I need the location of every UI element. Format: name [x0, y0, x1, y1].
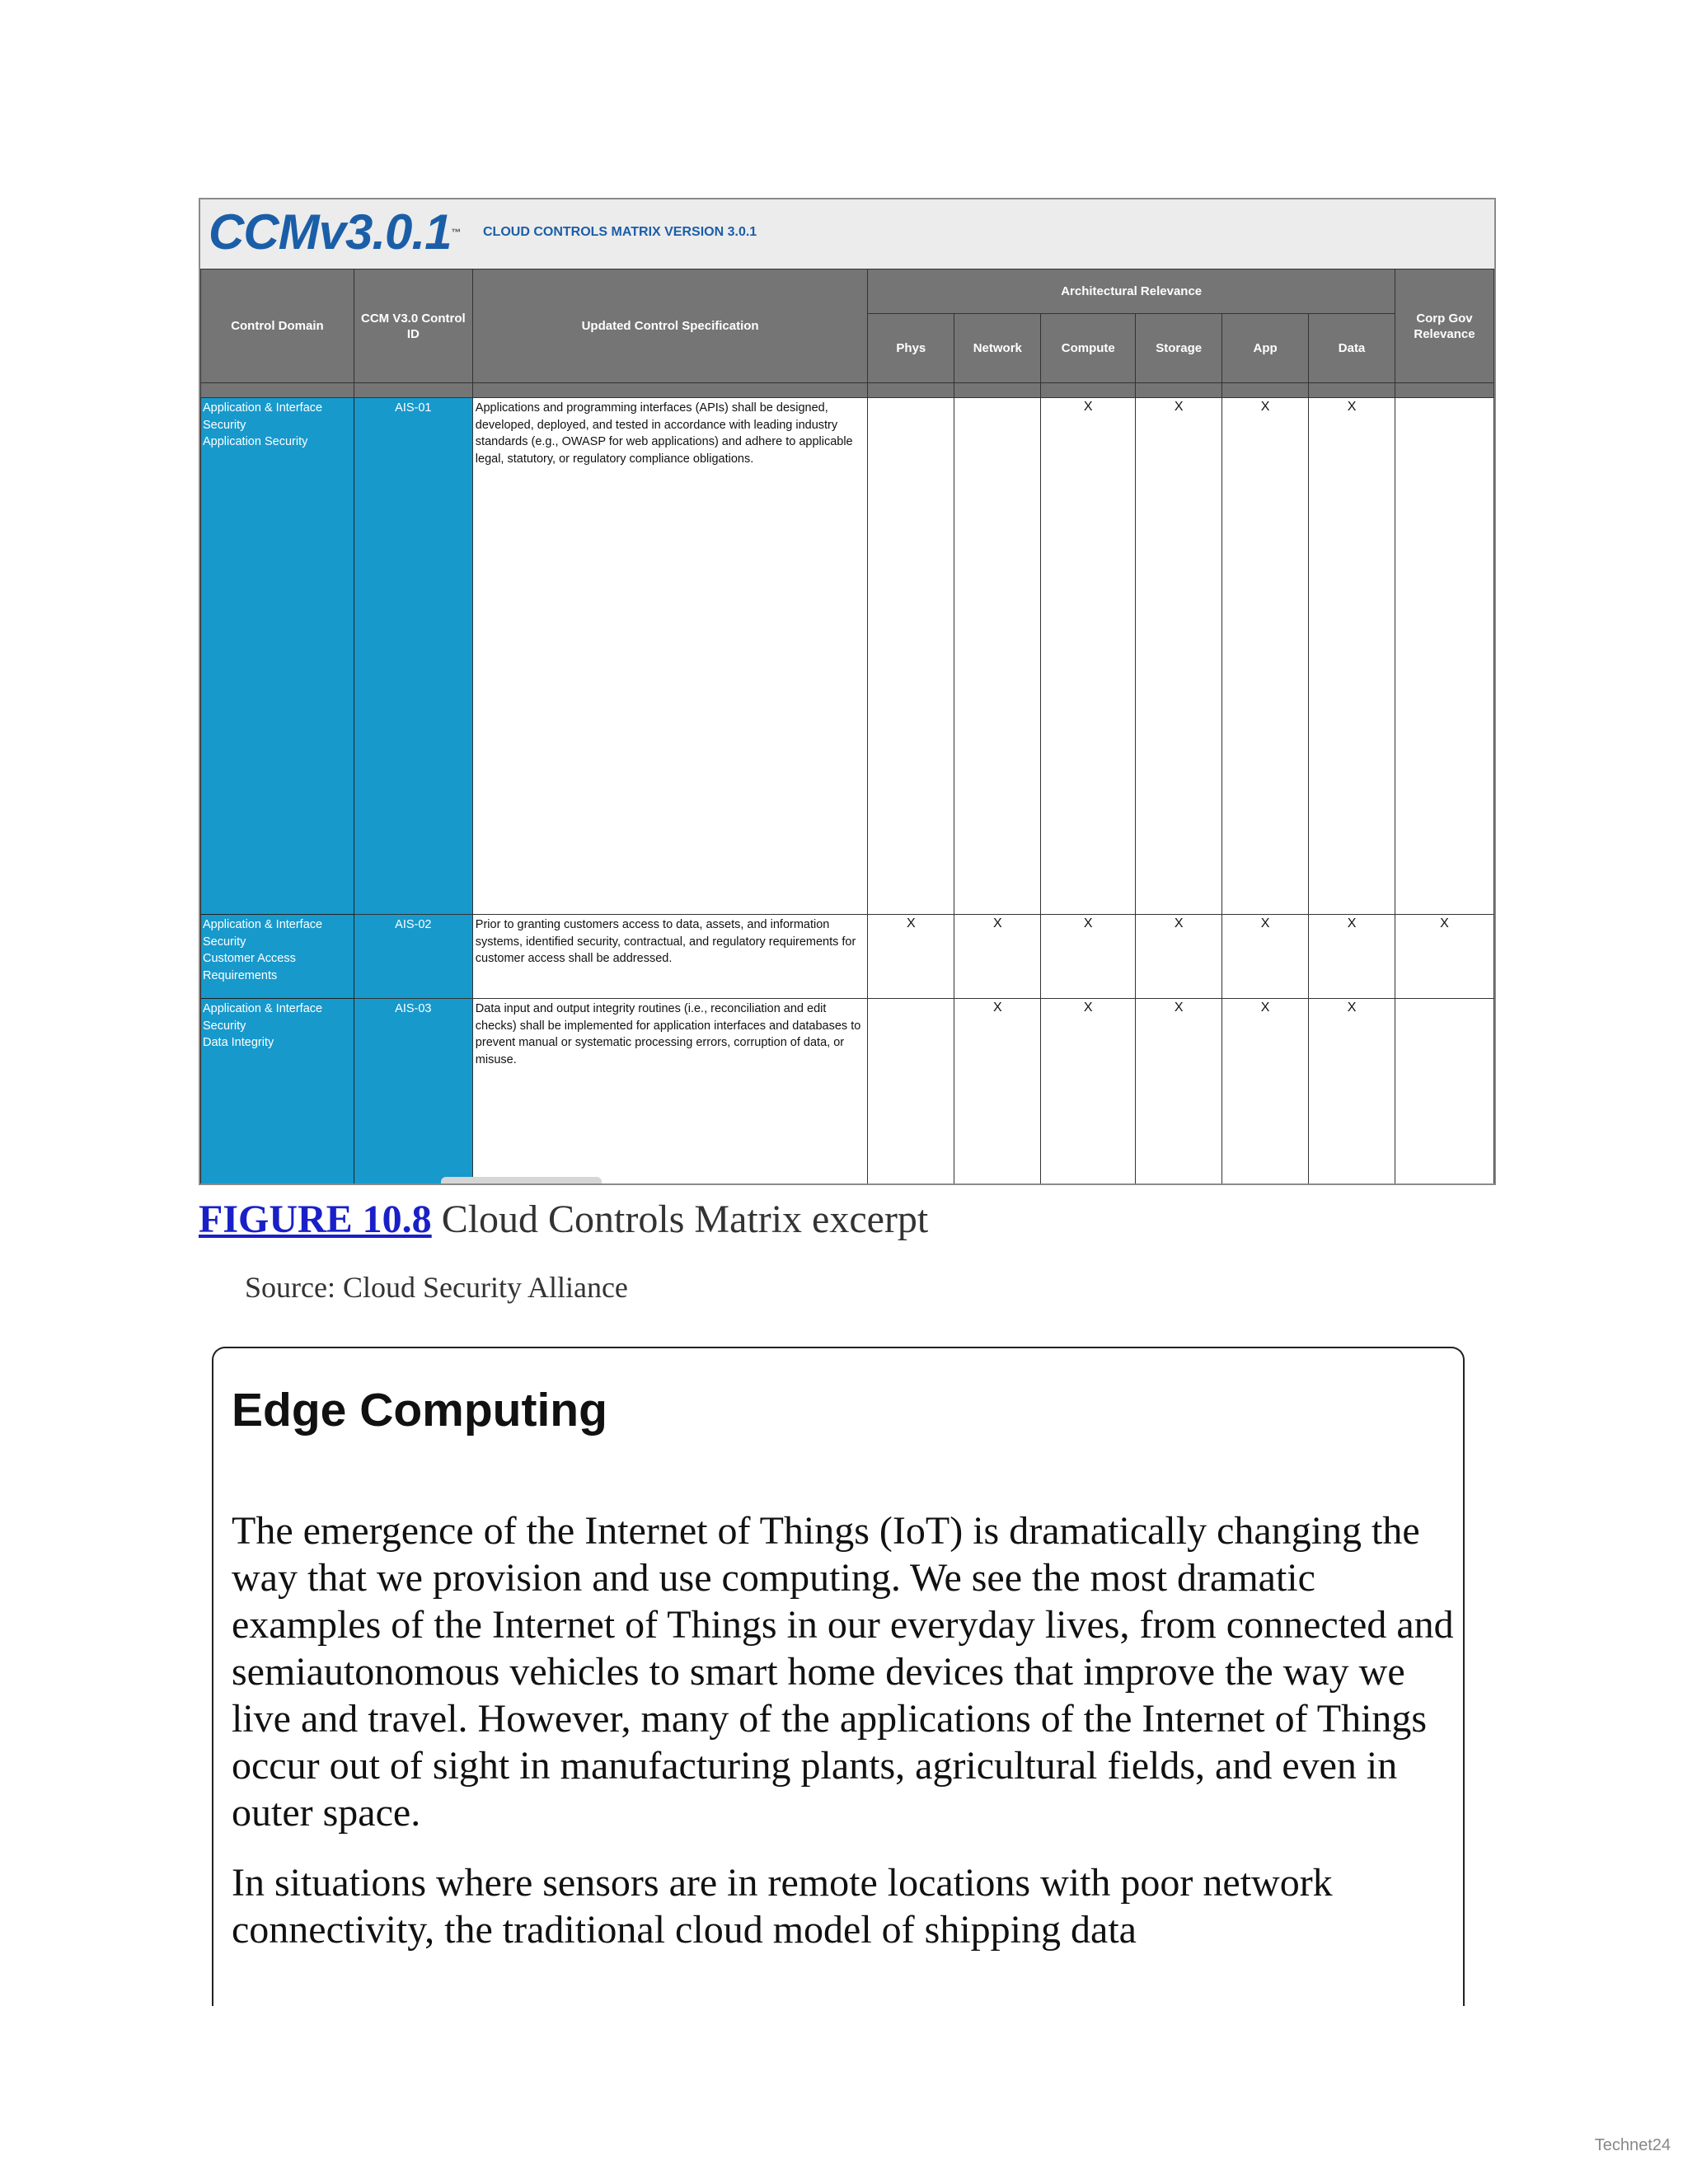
control-id-cell: AIS-03	[354, 999, 472, 1186]
sidebar-title: Edge Computing	[232, 1384, 607, 1436]
mark-data: X	[1309, 398, 1395, 915]
caption-text: Cloud Controls Matrix excerpt	[431, 1197, 929, 1241]
mark-corp-gov	[1395, 999, 1493, 1186]
mark-compute: X	[1041, 999, 1136, 1186]
spec-cell: Data input and output integrity routines (i.e., reconciliation and edit checks) shall be implemented for application interfaces and databases to prevent manual or systematic processing errors, corruption of data, or misuse.	[472, 999, 868, 1186]
control-id-cell: AIS-02	[354, 915, 472, 999]
table-row	[201, 999, 1494, 1186]
mark-compute: X	[1041, 398, 1136, 915]
header-arch-relevance: Architectural Relevance	[868, 269, 1395, 314]
mark-network: X	[954, 999, 1041, 1186]
figure-source: Source: Cloud Security Alliance	[245, 1271, 628, 1304]
mark-corp-gov	[1395, 398, 1493, 915]
ccm-subtitle: CLOUD CONTROLS MATRIX VERSION 3.0.1	[483, 225, 757, 239]
horizontal-scrollbar[interactable]	[441, 1177, 602, 1185]
mark-data: X	[1309, 915, 1395, 999]
mark-phys: X	[868, 915, 954, 999]
header-app: App	[1222, 314, 1309, 383]
sidebar-paragraph: The emergence of the Internet of Things (IoT) is dramatically changing the way that we provision and use computing. We see the most dramatic examples of the Internet of Things in our everyday lives, from connected and semiautonomous vehicles to smart home devices that improve the way we live and travel. However, many of the applications of the Internet of Things occur out of sight in manufacturing plants, agricultural fields, and even in outer space.	[232, 1509, 1454, 1835]
header-storage: Storage	[1136, 314, 1222, 383]
sidebar-box	[212, 1347, 1465, 2006]
header-phys: Phys	[868, 314, 954, 383]
header-network: Network	[954, 314, 1041, 383]
mark-phys	[868, 999, 954, 1186]
header-spec: Updated Control Specification	[472, 269, 868, 383]
mark-data: X	[1309, 999, 1395, 1186]
ccm-figure	[199, 198, 1496, 1185]
figure-link[interactable]: FIGURE 10.8	[199, 1197, 432, 1241]
mark-network: X	[954, 915, 1041, 999]
mark-app: X	[1222, 398, 1309, 915]
mark-app: X	[1222, 999, 1309, 1186]
mark-storage: X	[1136, 999, 1222, 1186]
control-id-cell: AIS-01	[354, 398, 472, 915]
header-data: Data	[1309, 314, 1395, 383]
mark-storage: X	[1136, 915, 1222, 999]
spec-cell: Applications and programming interfaces (APIs) shall be designed, developed, deployed, and tested in accordance with leading industry standards (e.g., OWASP for web applications) and adhere to applicable legal, statutory, or regulatory compliance obligations.	[472, 398, 868, 915]
table-row	[201, 915, 1494, 999]
header-control-domain: Control Domain	[201, 269, 354, 383]
header-control-id: CCM V3.0 Control ID	[354, 269, 472, 383]
control-domain-cell: Application & Interface Security Customer Access Requirements	[201, 915, 354, 999]
control-domain-cell: Application & Interface Security Data Integrity	[201, 999, 354, 1186]
mark-corp-gov: X	[1395, 915, 1493, 999]
watermark: Technet24	[1594, 2136, 1671, 2154]
ccm-table	[200, 269, 1494, 1185]
mark-phys	[868, 398, 954, 915]
header-corp-gov: Corp Gov Relevance	[1395, 269, 1493, 383]
mark-compute: X	[1041, 915, 1136, 999]
header-compute: Compute	[1041, 314, 1136, 383]
figure-caption	[199, 1195, 928, 1244]
control-domain-cell: Application & Interface Security Application Security	[201, 398, 354, 915]
table-row	[201, 398, 1494, 915]
ccm-logo: CCMv3.0.1™	[209, 204, 461, 260]
ccm-header-bar	[200, 199, 1494, 269]
mark-storage: X	[1136, 398, 1222, 915]
sidebar-paragraph: In situations where sensors are in remote locations with poor network connectivity, the traditional cloud model of shipping data	[232, 1861, 1333, 1952]
mark-app: X	[1222, 915, 1309, 999]
mark-network	[954, 398, 1041, 915]
spec-cell: Prior to granting customers access to data, assets, and information systems, identified security, contractual, and regulatory requirements for customer access shall be addressed.	[472, 915, 868, 999]
